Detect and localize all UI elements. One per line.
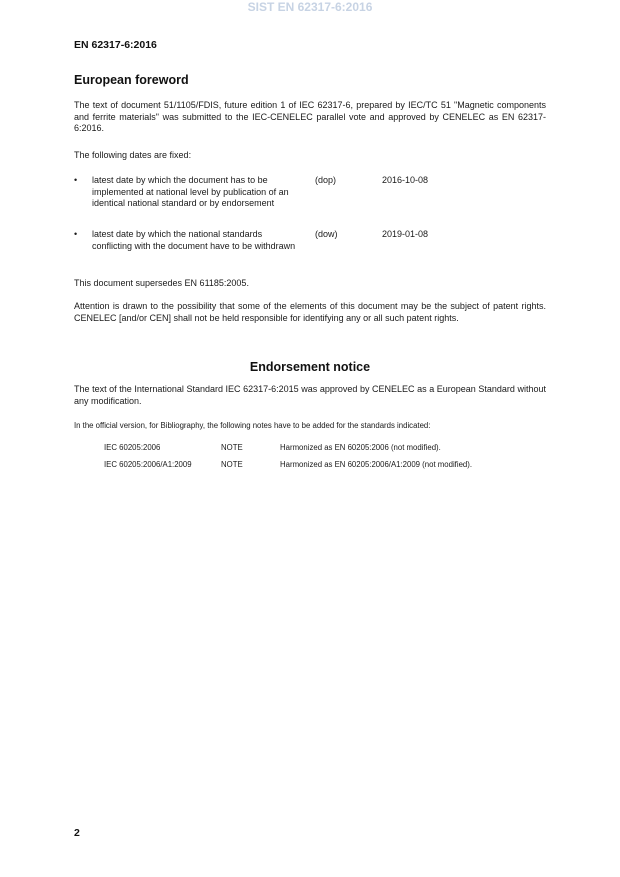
date-list-item	[74, 229, 546, 265]
bibliography-intro-text: In the official version, for Bibliography, the following notes have to be added for the standards indicated:	[74, 421, 431, 430]
date-value: 2019-01-08	[382, 229, 429, 239]
date-value: 2016-10-08	[382, 175, 429, 185]
note-keyword: NOTE	[221, 460, 243, 469]
patent-attention-paragraph: Attention is drawn to the possibility that some of the elements of this document may be the subject of patent rights. CENELEC [and/or CEN] shall not be held responsible for identifying any or all such patent rights.	[74, 301, 546, 323]
european-foreword-heading: European foreword	[74, 73, 189, 87]
supersedes-text: This document supersedes EN 61185:2005.	[74, 278, 249, 288]
date-list-item	[74, 175, 546, 223]
date-description: latest date by which the document has to be implemented at national level by publication of an identical national standard or by endorsement	[92, 175, 289, 209]
note-description: Harmonized as EN 60205:2006 (not modified).	[280, 443, 441, 452]
foreword-paragraph: The text of document 51/1105/FDIS, future edition 1 of IEC 62317-6, prepared by IEC/TC 51 "Magnetic components and ferrite materials" was submitted to the IEC-CENELEC parallel vote and approved by CENELEC as EN 62317-6:2016.	[74, 100, 546, 134]
note-standard: IEC 60205:2006/A1:2009	[104, 460, 192, 469]
endorsement-paragraph: The text of the International Standard IEC 62317-6:2015 was approved by CENELEC as a European Standard without any modification.	[74, 384, 546, 406]
dates-intro-text: The following dates are fixed:	[74, 150, 192, 160]
note-standard: IEC 60205:2006	[104, 443, 161, 452]
watermark-text: SIST EN 62317-6:2016	[247, 0, 373, 14]
endorsement-notice-heading: Endorsement notice	[249, 360, 371, 374]
date-description: latest date by which the national standards conflicting with the document have to be withdrawn	[92, 229, 296, 251]
bullet-icon: •	[74, 229, 78, 239]
note-description: Harmonized as EN 60205:2006/A1:2009 (not modified).	[280, 460, 473, 469]
date-abbreviation: (dow)	[315, 229, 338, 239]
document-id-header: EN 62317-6:2016	[74, 39, 157, 51]
bullet-icon: •	[74, 175, 78, 185]
page-number: 2	[74, 827, 80, 839]
date-abbreviation: (dop)	[315, 175, 337, 185]
note-keyword: NOTE	[221, 443, 243, 452]
